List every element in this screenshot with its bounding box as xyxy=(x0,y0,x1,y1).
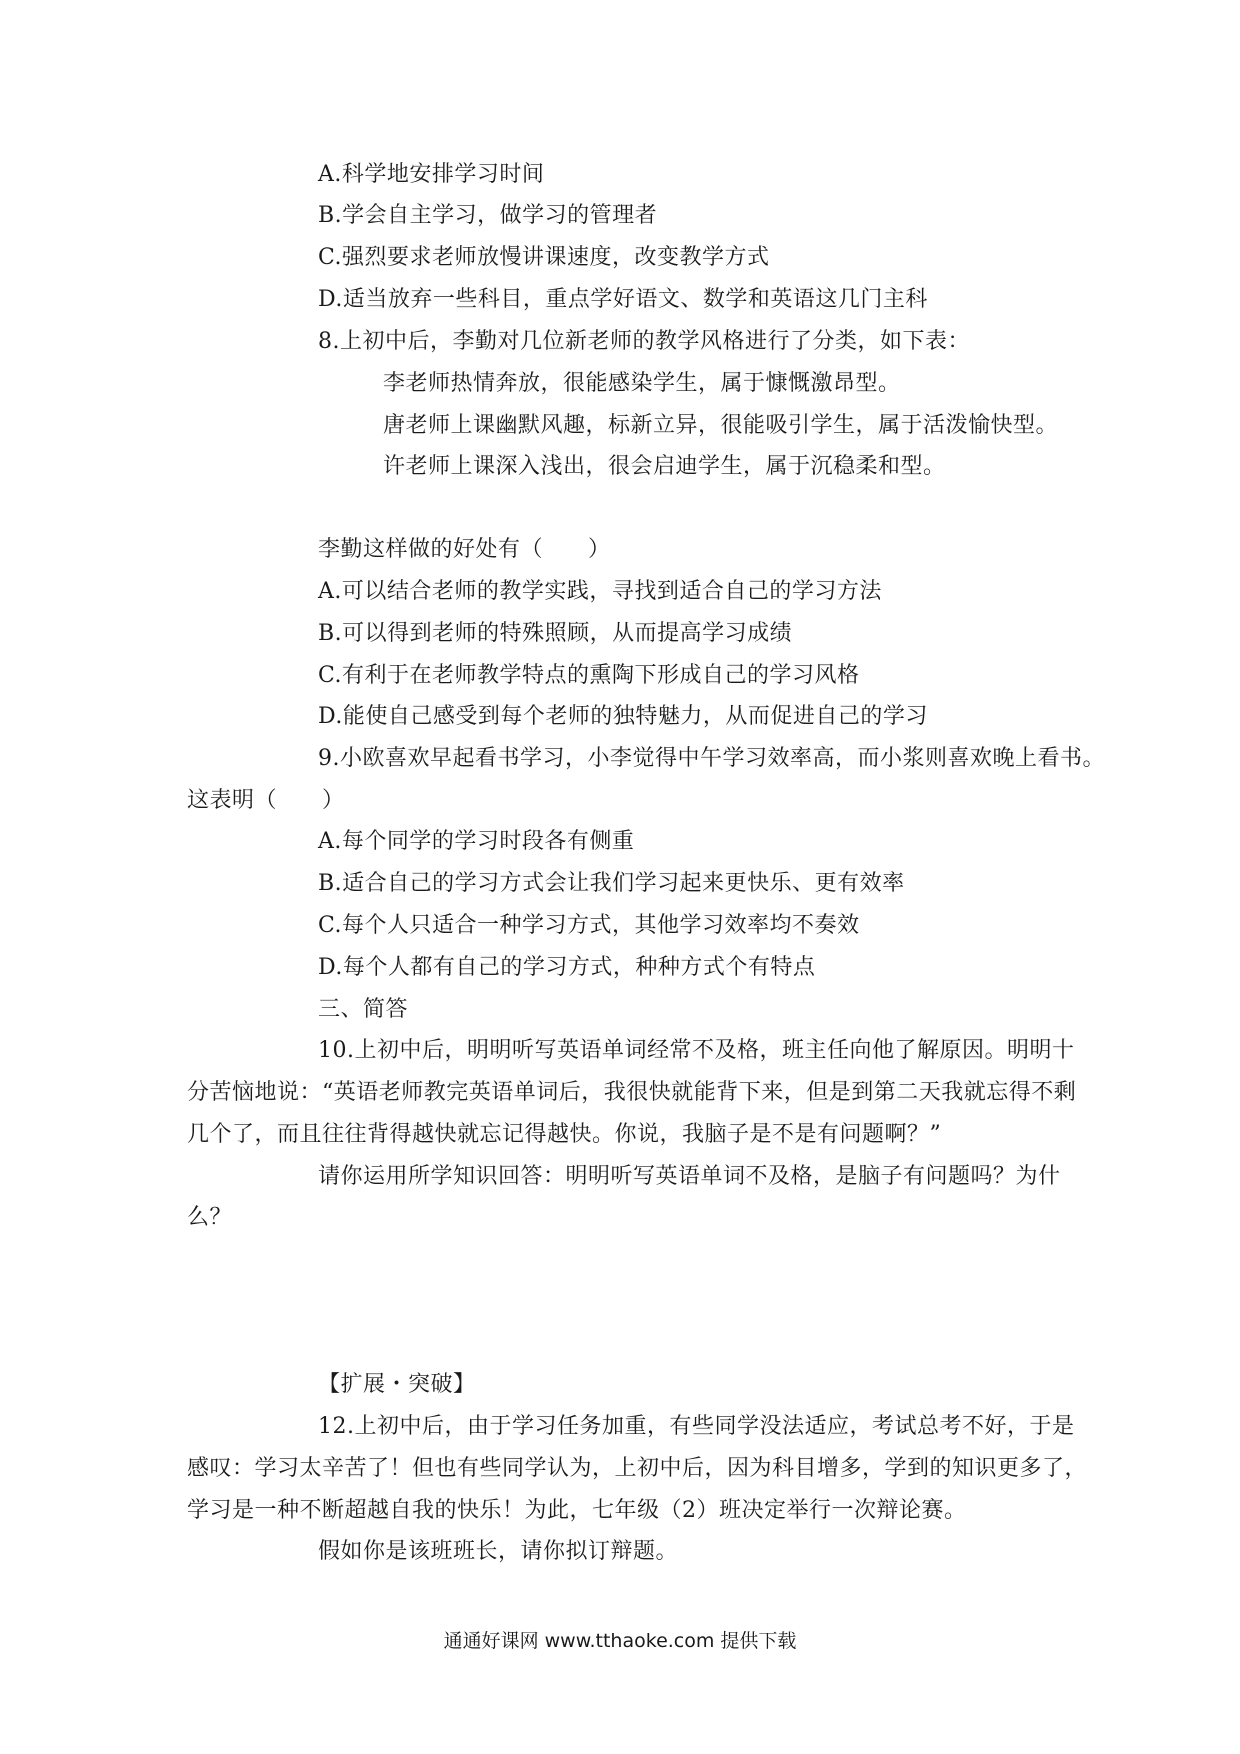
q9-option-c: C.每个人只适合一种学习方式，其他学习效率均不奏效 xyxy=(318,913,860,938)
q8-table-row: 许老师上课深入浅出，很会启迪学生，属于沉稳柔和型。 xyxy=(383,454,946,479)
q7-option-a: A.科学地安排学习时间 xyxy=(318,162,545,187)
q9-stem: 9.小欧喜欢早起看书学习，小李觉得中午学习效率高，而小浆则喜欢晚上看书。 xyxy=(318,746,1105,771)
q8-option-b: B.可以得到老师的特殊照顾，从而提高学习成绩 xyxy=(318,621,793,646)
q12-paragraph-line: 感叹：学习太辛苦了！但也有些同学认为，上初中后，因为科目增多，学到的知识更多了， xyxy=(187,1456,1088,1481)
q12-paragraph-line: 12.上初中后，由于学习任务加重，有些同学没法适应，考试总考不好，于是 xyxy=(318,1414,1075,1439)
q10-prompt-continued: 么？ xyxy=(187,1205,233,1230)
q12-prompt: 假如你是该班班长，请你拟订辩题。 xyxy=(318,1539,679,1564)
q9-option-a: A.每个同学的学习时段各有侧重 xyxy=(318,829,635,854)
page-footer: 通通好课网 www.tthaoke.com 提供下载 xyxy=(443,1630,797,1652)
q9-option-d: D.每个人都有自己的学习方式，种种方式个有特点 xyxy=(318,955,816,980)
q8-table-row: 唐老师上课幽默风趣，标新立异，很能吸引学生，属于活泼愉快型。 xyxy=(383,413,1059,438)
q8-option-a: A.可以结合老师的教学实践，寻找到适合自己的学习方法 xyxy=(318,579,882,604)
extension-heading: 【扩展・突破】 xyxy=(318,1372,476,1397)
q10-paragraph-line: 10.上初中后，明明听写英语单词经常不及格，班主任向他了解原因。明明十 xyxy=(318,1038,1075,1063)
q8-stem: 8.上初中后，李勤对几位新老师的教学风格进行了分类，如下表： xyxy=(318,329,970,354)
q8-question: 李勤这样做的好处有（ ） xyxy=(318,537,611,562)
q7-option-c: C.强烈要求老师放慢讲课速度，改变教学方式 xyxy=(318,245,770,270)
q9-stem-continued: 这表明（ ） xyxy=(187,788,345,813)
q9-option-b: B.适合自己的学习方式会让我们学习起来更快乐、更有效率 xyxy=(318,871,905,896)
q8-table-row: 李老师热情奔放，很能感染学生，属于慷慨激昂型。 xyxy=(383,371,901,396)
q10-paragraph-line: 几个了，而且往往背得越快就忘记得越快。你说，我脑子是不是有问题啊？” xyxy=(187,1122,942,1147)
q8-option-c: C.有利于在老师教学特点的熏陶下形成自己的学习风格 xyxy=(318,663,860,688)
section-heading: 三、简答 xyxy=(318,997,409,1022)
q7-option-d: D.适当放弃一些科目，重点学好语文、数学和英语这几门主科 xyxy=(318,287,928,312)
q8-option-d: D.能使自己感受到每个老师的独特魅力，从而促进自己的学习 xyxy=(318,704,928,729)
q10-prompt: 请你运用所学知识回答：明明听写英语单词不及格，是脑子有问题吗？为什 xyxy=(318,1164,1061,1189)
q7-option-b: B.学会自主学习，做学习的管理者 xyxy=(318,203,658,228)
q12-paragraph-line: 学习是一种不断超越自我的快乐！为此，七年级（2）班决定举行一次辩论赛。 xyxy=(187,1498,967,1523)
q10-paragraph-line: 分苦恼地说：“英语老师教完英语单词后，我很快就能背下来，但是到第二天我就忘得不剩 xyxy=(187,1080,1077,1105)
